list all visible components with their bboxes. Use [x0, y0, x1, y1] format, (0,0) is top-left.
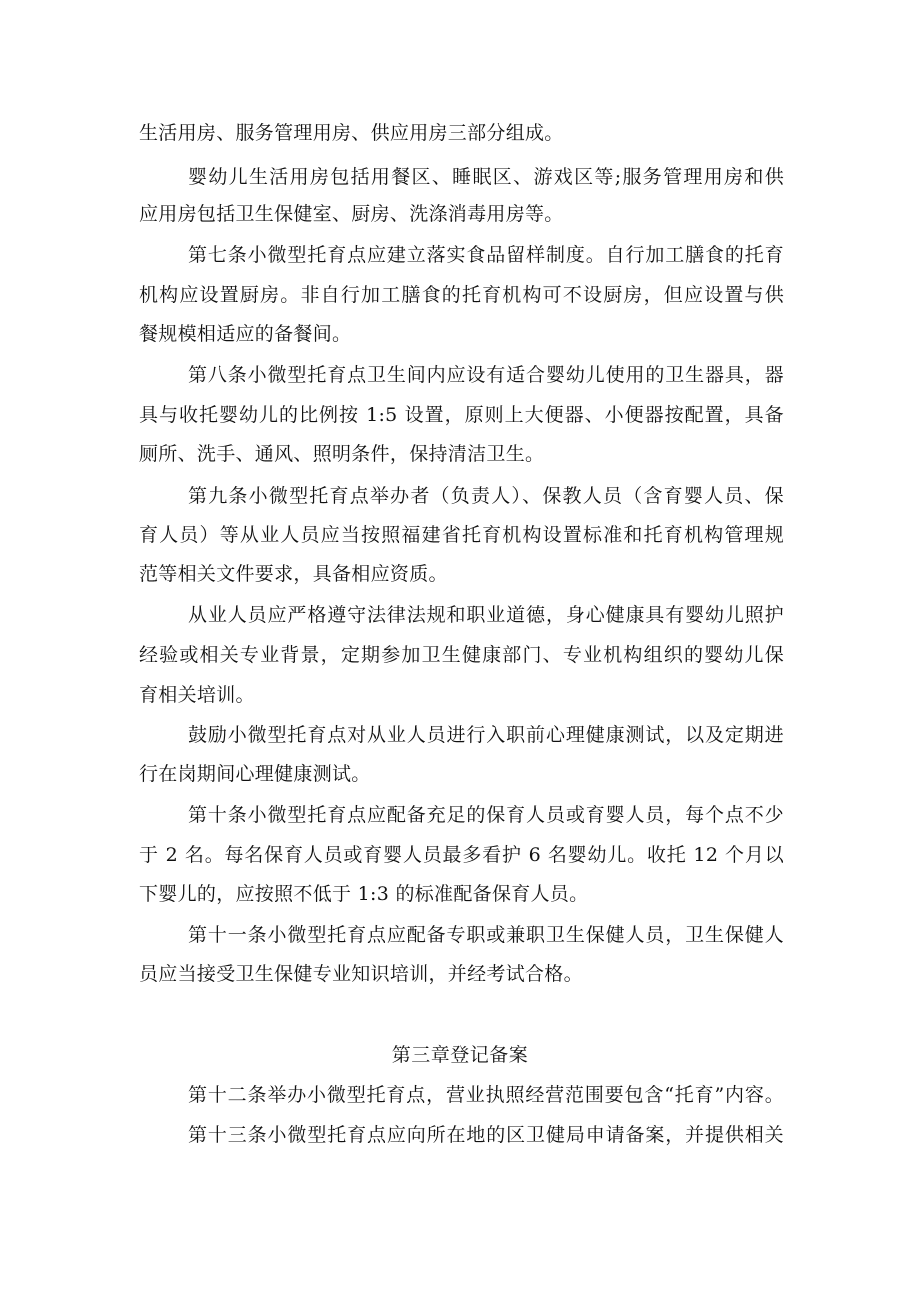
paragraph-line: 下婴儿的，应按照不低于 1:3 的标准配备保育人员。 — [139, 883, 589, 905]
paragraph-line: 第八条小微型托育点卫生间内应设有适合婴幼儿使用的卫生器具，器 — [188, 364, 784, 386]
paragraph-line: 第十二条举办小微型托育点，营业执照经营范围要包含“托育”内容。 — [188, 1084, 784, 1106]
paragraph-line: 厕所、洗手、通风、照明条件，保持清洁卫生。 — [139, 443, 545, 465]
paragraph-line: 应用房包括卫生保健室、厨房、洗涤消毒用房等。 — [139, 203, 564, 225]
paragraph-line: 机构应设置厨房。非自行加工膳食的托育机构可不设厨房，但应设置与供 — [139, 284, 784, 306]
paragraph-line: 育相关培训。 — [139, 684, 255, 706]
paragraph-line: 第十一条小微型托育点应配备专职或兼职卫生保健人员，卫生保健人 — [188, 924, 784, 946]
paragraph-line: 范等相关文件要求，具备相应资质。 — [139, 563, 448, 585]
paragraph-line: 婴幼儿生活用房包括用餐区、睡眠区、游戏区等;服务管理用房和供 — [188, 166, 784, 188]
chapter-heading: 第三章登记备案 — [391, 1044, 529, 1066]
paragraph-line: 员应当接受卫生保健专业知识培训，并经考试合格。 — [139, 963, 583, 985]
paragraph-line: 生活用房、服务管理用房、供应用房三部分组成。 — [139, 122, 564, 144]
paragraph-line: 第十条小微型托育点应配备充足的保育人员或育婴人员，每个点不少 — [188, 804, 784, 826]
paragraph-line: 餐规模相适应的备餐间。 — [139, 323, 352, 345]
paragraph-line: 育人员）等从业人员应当按照福建省托育机构设置标准和托育机构管理规 — [139, 524, 784, 546]
paragraph-line: 从业人员应严格遵守法律法规和职业道德，身心健康具有婴幼儿照护 — [188, 604, 784, 626]
paragraph-line: 行在岗期间心理健康测试。 — [139, 763, 371, 785]
paragraph-line: 第十三条小微型托育点应向所在地的区卫健局申请备案，并提供相关 — [188, 1124, 784, 1146]
paragraph-line: 具与收托婴幼儿的比例按 1:5 设置，原则上大便器、小便器按配置，具备 — [139, 404, 784, 426]
paragraph-line: 经验或相关专业背景，定期参加卫生健康部门、专业机构组织的婴幼儿保 — [139, 644, 784, 666]
paragraph-line: 鼓励小微型托育点对从业人员进行入职前心理健康测试，以及定期进 — [188, 724, 784, 746]
paragraph-line: 第七条小微型托育点应建立落实食品留样制度。自行加工膳食的托育 — [188, 244, 784, 266]
paragraph-line: 于 2 名。每名保育人员或育婴人员最多看护 6 名婴幼儿。收托 12 个月以 — [139, 844, 784, 866]
paragraph-line: 第九条小微型托育点举办者（负责人）、保教人员（含育婴人员、保 — [188, 485, 784, 507]
